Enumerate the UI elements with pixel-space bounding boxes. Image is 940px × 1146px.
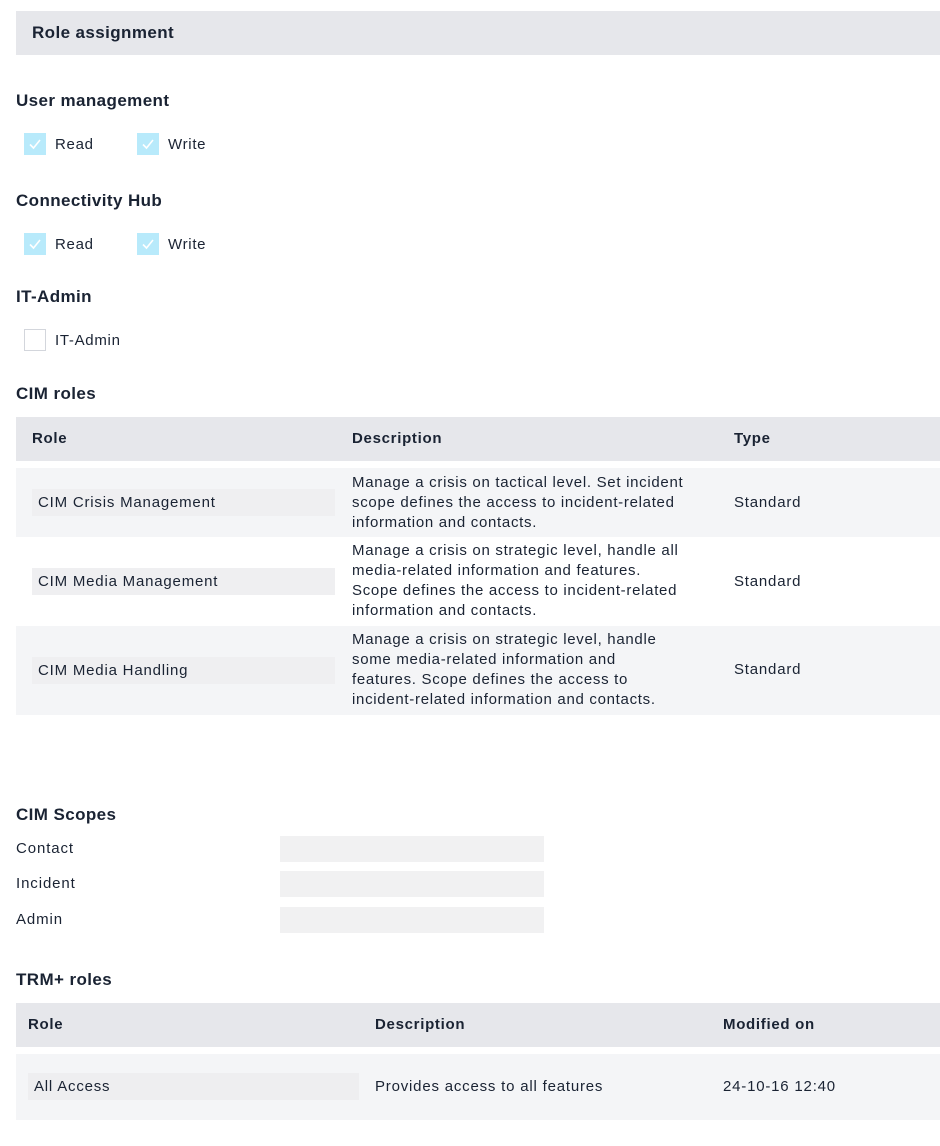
- scope-label-contact: Contact: [16, 840, 74, 857]
- role-name: CIM Media Handling: [32, 657, 335, 684]
- it-admin-title: IT-Admin: [16, 287, 92, 306]
- role-name: All Access: [28, 1073, 359, 1100]
- trm-roles-title: TRM+ roles: [16, 970, 113, 989]
- column-header-role: Role: [32, 430, 68, 447]
- role-name: CIM Media Management: [32, 568, 335, 595]
- incident-scope-input[interactable]: [280, 871, 544, 897]
- cim-roles-title: CIM roles: [16, 384, 97, 403]
- cim-scopes-title: CIM Scopes: [16, 805, 117, 824]
- checkbox-box[interactable]: [24, 329, 46, 351]
- connectivity-hub-write-checkbox[interactable]: [137, 233, 206, 255]
- checkbox-box[interactable]: [137, 133, 159, 155]
- checkmark-icon: [141, 237, 155, 251]
- column-header-role: Role: [28, 1016, 64, 1033]
- table-row[interactable]: [16, 468, 940, 537]
- table-row[interactable]: [16, 537, 940, 626]
- role-name: CIM Crisis Management: [32, 489, 335, 516]
- column-header-description: Description: [352, 430, 443, 447]
- checkmark-icon: [28, 237, 42, 251]
- cim-roles-table-header: [16, 417, 940, 461]
- checkbox-box[interactable]: [24, 133, 46, 155]
- role-type: Standard: [734, 661, 802, 678]
- role-description: Provides access to all features: [375, 1078, 604, 1095]
- role-type: Standard: [734, 573, 802, 590]
- user-management-title: User management: [16, 91, 170, 110]
- column-header-modified-on: Modified on: [723, 1016, 815, 1033]
- role-type: Standard: [734, 494, 802, 511]
- role-assignment-header: [16, 11, 940, 55]
- scope-label-admin: Admin: [16, 911, 64, 928]
- checkbox-label: Write: [168, 135, 207, 153]
- user-management-read-checkbox[interactable]: [24, 133, 94, 155]
- table-row[interactable]: [16, 626, 940, 715]
- checkmark-icon: [28, 137, 42, 151]
- contact-scope-input[interactable]: [280, 836, 544, 862]
- scope-label-incident: Incident: [16, 875, 76, 892]
- column-header-description: Description: [375, 1016, 466, 1033]
- checkbox-box[interactable]: [24, 233, 46, 255]
- checkbox-label: IT-Admin: [55, 331, 121, 349]
- role-description: Manage a crisis on strategic level, handle all media-related information and features. Scope defines the access to incident-related information and contacts.: [352, 542, 679, 619]
- table-row[interactable]: [16, 1054, 940, 1120]
- checkbox-label: Read: [55, 235, 94, 253]
- page-title: Role assignment: [32, 23, 175, 42]
- checkbox-label: Write: [168, 235, 207, 253]
- connectivity-hub-read-checkbox[interactable]: [24, 233, 94, 255]
- user-management-write-checkbox[interactable]: [137, 133, 206, 155]
- trm-roles-table-header: [16, 1003, 940, 1047]
- checkbox-label: Read: [55, 135, 94, 153]
- modified-on-value: 24-10-16 12:40: [723, 1078, 836, 1095]
- connectivity-hub-title: Connectivity Hub: [16, 191, 163, 210]
- admin-scope-input[interactable]: [280, 907, 544, 933]
- it-admin-checkbox[interactable]: [24, 329, 121, 351]
- role-description: Manage a crisis on strategic level, handle some media-related information and features. Scope defines the access to incident-related information and contacts.: [352, 631, 657, 708]
- role-description: Manage a crisis on tactical level. Set incident scope defines the access to incident-related information and contacts.: [352, 474, 684, 531]
- checkmark-icon: [141, 137, 155, 151]
- checkbox-box[interactable]: [137, 233, 159, 255]
- column-header-type: Type: [734, 430, 771, 447]
